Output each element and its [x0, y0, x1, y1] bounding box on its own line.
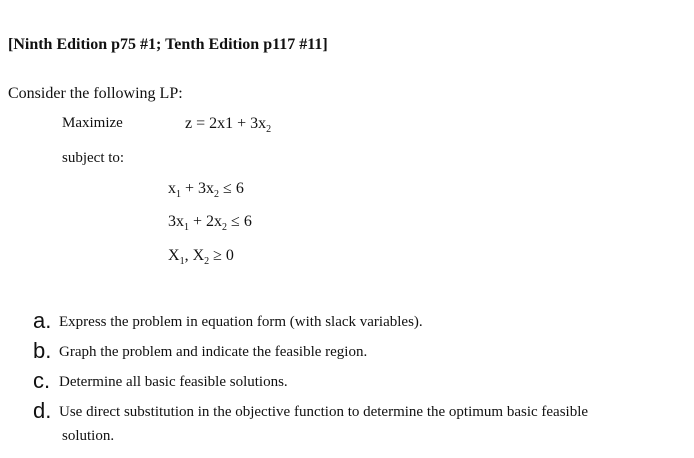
question-c: [33, 368, 288, 394]
question-letter: b.: [33, 338, 52, 363]
constraint-part: ≤ 6: [227, 213, 252, 230]
question-text: Determine all basic feasible solutions.: [59, 374, 288, 390]
constraint-subscript: 1: [184, 222, 189, 233]
constraint-nonnegativity: [168, 247, 234, 265]
objective-function: [185, 115, 271, 133]
header-edition-reference: [Ninth Edition p75 #1; Tenth Edition p117 #11]: [8, 36, 328, 53]
question-a: [33, 308, 423, 334]
question-b: [33, 338, 367, 364]
question-text: Use direct substitution in the objective function to determine the optimum basic feasible: [59, 404, 589, 420]
intro-text: Consider the following LP:: [8, 85, 183, 102]
constraint-part: x: [168, 180, 176, 197]
constraint-part: X: [168, 247, 180, 264]
question-letter: c.: [33, 368, 51, 393]
constraint-2: [168, 213, 252, 231]
question-text: Graph the problem and indicate the feasible region.: [59, 344, 368, 360]
constraint-subscript: 2: [214, 189, 220, 200]
question-text: Express the problem in equation form (with slack variables).: [59, 314, 423, 330]
constraint-part: ≤ 6: [219, 180, 244, 197]
constraint-1: [168, 180, 244, 198]
subject-to-label: subject to:: [62, 150, 125, 166]
constraint-part: + 3x: [181, 180, 215, 197]
constraint-part: + 2x: [189, 213, 223, 230]
question-letter: a.: [33, 308, 52, 333]
question-d-continuation: solution.: [62, 428, 115, 444]
constraint-subscript: 2: [222, 222, 228, 233]
objective-text: z = 2x1 + 3x: [185, 115, 267, 132]
question-letter: d.: [33, 398, 52, 423]
constraint-part: , X: [184, 247, 205, 264]
objective-subscript: 2: [266, 124, 272, 135]
maximize-label: Maximize: [62, 115, 123, 131]
constraint-subscript: 1: [179, 256, 185, 267]
constraint-part: ≥ 0: [209, 247, 234, 264]
question-d: [33, 398, 588, 424]
constraint-subscript: 1: [176, 189, 181, 200]
constraint-part: 3x: [168, 213, 184, 230]
constraint-subscript: 2: [204, 256, 210, 267]
